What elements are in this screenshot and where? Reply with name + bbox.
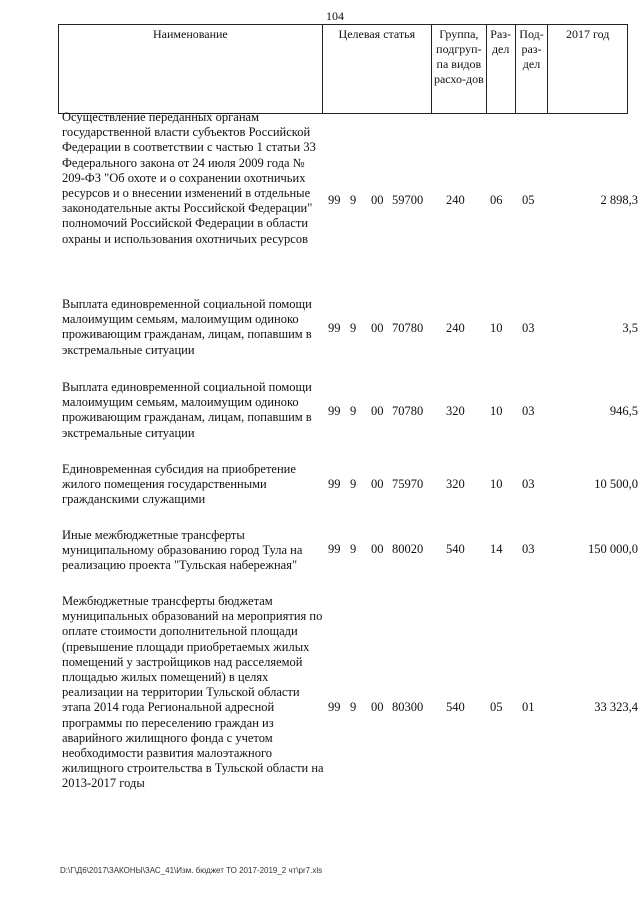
- code-part-2: 9: [350, 542, 357, 556]
- page-number: 104: [326, 9, 344, 23]
- subsection-code: 03: [522, 542, 535, 556]
- code-part-3: 00: [371, 321, 384, 335]
- code-part-2: 9: [350, 321, 357, 335]
- header-year: 2017 год: [548, 25, 628, 114]
- section-code: 10: [490, 477, 503, 491]
- row-name: Выплата единовременной социальной помощи малоимущим семьям, малоимущим одиноко проживающим гражданам, лицам, попавшим в экстремальные ситуации: [62, 380, 312, 440]
- header-name: Наименование: [59, 25, 323, 114]
- amount: 946,5: [609, 404, 638, 418]
- subsection-code: 05: [522, 193, 535, 207]
- code-part-1: 99: [328, 321, 341, 335]
- code-part-2: 9: [350, 477, 357, 491]
- code-part-1: 99: [328, 542, 341, 556]
- section-code: 10: [490, 321, 503, 335]
- amount: 2 898,3: [600, 193, 638, 207]
- file-path-footer: D:\Г\Д6\2017\ЗАКОНЫ\ЗАС_41\Изм. бюджет ТО 2017-2019_2 чт\pr7.xls: [60, 866, 323, 875]
- code-part-3: 00: [371, 193, 384, 207]
- amount: 150 000,0: [588, 542, 638, 556]
- group-code: 320: [446, 477, 465, 491]
- row-name: Межбюджетные трансферты бюджетам муниципальных образований на мероприятия по оплате стоимости дополнительной площади (превышение площади приобретаемых жилых помещений у застройщиков над расселяемой площадью жилых помещений) в целях реализации на территории Тульской области этапа 2014 года Региональной адресной программы по переселению граждан из аварийного жилищного фонда с учетом необходимости развития малоэтажного жилищного строительства в Тульской области на 2013-2017 годы: [62, 594, 324, 791]
- row-name: Единовременная субсидия на приобретение жилого помещения государственными гражданскими служащими: [62, 462, 296, 507]
- code-part-2: 9: [350, 404, 357, 418]
- code-part-4: 80020: [392, 542, 424, 556]
- subsection-code: 03: [522, 321, 535, 335]
- group-code: 240: [446, 193, 465, 207]
- amount: 10 500,0: [594, 477, 638, 491]
- code-part-1: 99: [328, 700, 341, 714]
- code-part-1: 99: [328, 404, 341, 418]
- code-part-2: 9: [350, 193, 357, 207]
- section-code: 06: [490, 193, 503, 207]
- group-code: 540: [446, 700, 465, 714]
- code-part-4: 70780: [392, 321, 424, 335]
- section-code: 14: [490, 542, 503, 556]
- group-code: 320: [446, 404, 465, 418]
- code-part-3: 00: [371, 700, 384, 714]
- row-name: Осуществление переданных органам государственной власти субъектов Российской Федерации в соответствии с частью 1 статьи 33 Федерального закона от 24 июля 2009 года № 209-ФЗ "Об охоте и о сохранении охотничьих ресурсов и о внесении изменений в отдельные законодательные акты Российской Федерации" полномочий Российской Федерации в области охраны и использования охотничьих ресурсов: [62, 110, 316, 246]
- header-target-article: Целевая статья: [322, 25, 431, 114]
- row-name: Выплата единовременной социальной помощи малоимущим семьям, малоимущим одиноко проживающим гражданам, лицам, попавшим в экстремальные ситуации: [62, 297, 312, 357]
- code-part-4: 59700: [392, 193, 424, 207]
- header-subsection: Под-раз-дел: [515, 25, 548, 114]
- code-part-4: 75970: [392, 477, 424, 491]
- amount: 33 323,4: [594, 700, 638, 714]
- row-name: Иные межбюджетные трансферты муниципальному образованию город Тула на реализацию проекта "Тульская набережная": [62, 528, 303, 573]
- table-header: [58, 24, 628, 114]
- subsection-code: 03: [522, 477, 535, 491]
- section-code: 10: [490, 404, 503, 418]
- code-part-4: 70780: [392, 404, 424, 418]
- code-part-1: 99: [328, 193, 341, 207]
- code-part-3: 00: [371, 542, 384, 556]
- group-code: 240: [446, 321, 465, 335]
- code-part-4: 80300: [392, 700, 424, 714]
- header-section: Раз-дел: [486, 25, 515, 114]
- group-code: 540: [446, 542, 465, 556]
- amount: 3,5: [622, 321, 638, 335]
- code-part-2: 9: [350, 700, 357, 714]
- subsection-code: 01: [522, 700, 535, 714]
- subsection-code: 03: [522, 404, 535, 418]
- section-code: 05: [490, 700, 503, 714]
- code-part-3: 00: [371, 477, 384, 491]
- code-part-3: 00: [371, 404, 384, 418]
- header-group: Группа, подгруп-па видов расхо-дов: [431, 25, 486, 114]
- code-part-1: 99: [328, 477, 341, 491]
